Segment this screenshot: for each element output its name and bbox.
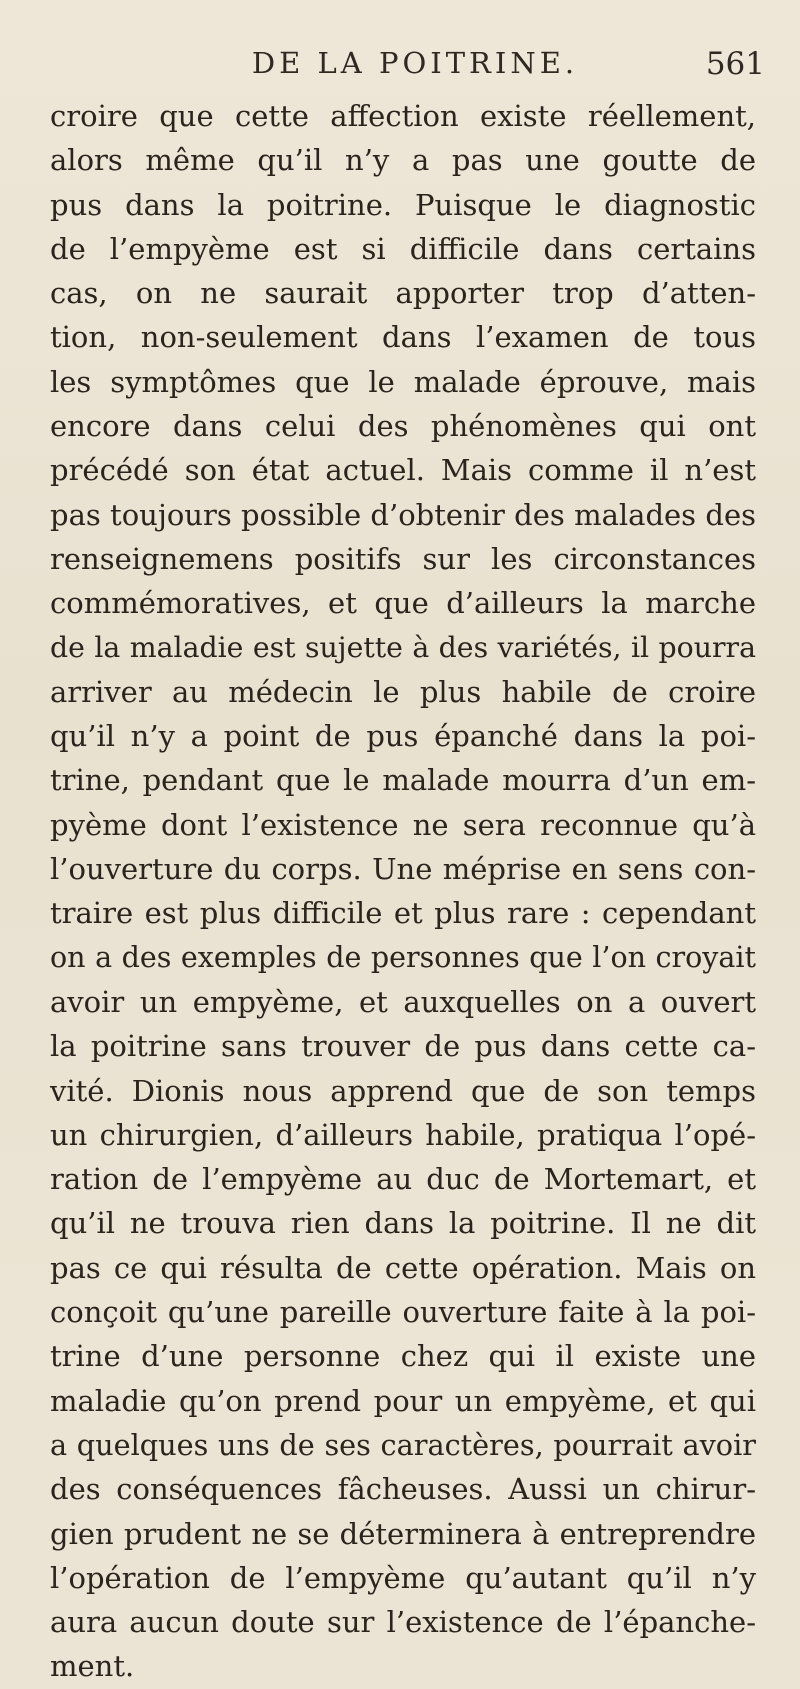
text-line: renseignemens positifs sur les circonstances	[50, 541, 756, 576]
text-line: un chirurgien, d’ailleurs habile, pratiqua l’opé-	[50, 1117, 756, 1152]
text-line: les symptômes que le malade éprouve, mais	[50, 364, 756, 399]
text-line: a quelques uns de ses caractères, pourrait avoir	[50, 1427, 756, 1462]
text-line: qu’il ne trouva rien dans la poitrine. Il ne dit	[50, 1206, 756, 1241]
text-line: pyème dont l’existence ne sera reconnue qu’à	[50, 807, 756, 842]
text-line: ration de l’empyème au duc de Mortemart, et	[50, 1162, 756, 1197]
text-line: trine d’une personne chez qui il existe une	[50, 1339, 756, 1374]
text-line: maladie qu’on prend pour un empyème, et qui	[50, 1383, 756, 1418]
running-head	[0, 46, 800, 86]
text-line: précédé son état actuel. Mais comme il n’est	[50, 453, 756, 488]
text-line: commémoratives, et que d’ailleurs la marche	[50, 586, 756, 621]
text-line: de la maladie est sujette à des variétés, il pourra	[50, 630, 756, 664]
text-line: arriver au médecin le plus habile de croire	[50, 674, 756, 709]
text-line: traire est plus difficile et plus rare : cependant	[50, 896, 756, 931]
text-line: tion, non-seulement dans l’examen de tous	[50, 320, 756, 355]
text-line: l’opération de l’empyème qu’autant qu’il n’y	[50, 1560, 756, 1595]
text-line: l’ouverture du corps. Une méprise en sens con-	[50, 852, 756, 887]
text-line: conçoit qu’une pareille ouverture faite à la poi-	[50, 1295, 756, 1330]
text-line: de l’empyème est si difficile dans certains	[50, 231, 756, 266]
text-line: pus dans la poitrine. Puisque le diagnostic	[50, 187, 756, 222]
text-line: alors même qu’il n’y a pas une goutte de	[50, 143, 756, 178]
text-line: encore dans celui des phénomènes qui ont	[50, 409, 756, 444]
text-line: avoir un empyème, et auxquelles on a ouvert	[50, 984, 756, 1019]
text-line: ment.	[50, 1649, 135, 1684]
text-line: aura aucun doute sur l’existence de l’épanche-	[50, 1605, 756, 1640]
text-line: cas, on ne saurait apporter trop d’atten-	[50, 276, 756, 311]
text-line: des conséquences fâcheuses. Aussi un chirur-	[50, 1472, 756, 1507]
text-line: trine, pendant que le malade mourra d’un em-	[50, 763, 756, 798]
text-line: la poitrine sans trouver de pus dans cette ca-	[50, 1029, 756, 1064]
text-line: croire que cette affection existe réellement,	[50, 99, 756, 133]
text-line: qu’il n’y a point de pus épanché dans la poi-	[50, 719, 756, 754]
page-number: 561	[705, 46, 765, 82]
text-line: on a des exemples de personnes que l’on croyait	[50, 940, 756, 974]
body-text	[50, 94, 756, 1689]
text-line: pas toujours possible d’obtenir des malades des	[50, 497, 756, 532]
running-title: DE LA POITRINE.	[251, 46, 579, 80]
text-line: gien prudent ne se déterminera à entreprendre	[50, 1516, 756, 1551]
text-line: vité. Dionis nous apprend que de son temps	[50, 1073, 756, 1108]
text-line: pas ce qui résulta de cette opération. Mais on	[50, 1250, 756, 1285]
